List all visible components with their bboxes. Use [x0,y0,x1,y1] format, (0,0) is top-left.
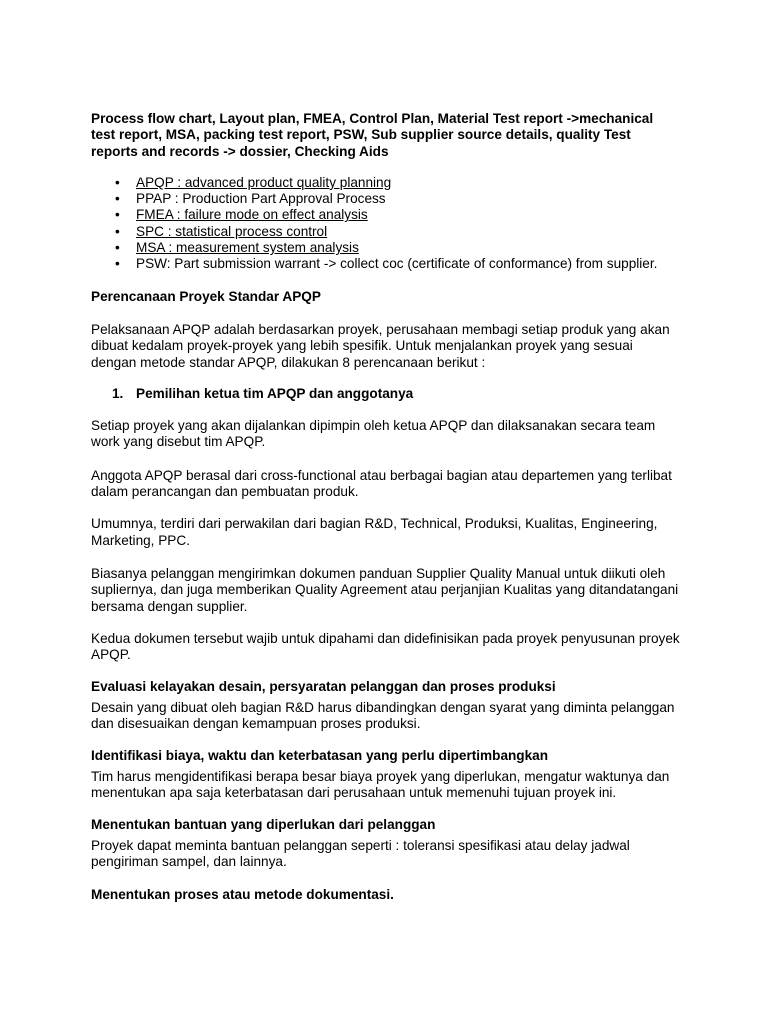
list-item-text: PPAP : Production Part Approval Process [136,191,386,207]
list-item [91,224,681,240]
list-item-text[interactable]: SPC : statistical process control [136,223,328,239]
subsection-title: Menentukan bantuan yang diperlukan dari pelanggan [91,817,436,833]
subsection-body: Desain yang dibuat oleh bagian R&D harus dibandingkan dengan syarat yang diminta pelanggan dan disesuaikan dengan kemampuan proses produksi. [91,699,675,732]
list-item-text[interactable]: MSA : measurement system analysis [136,240,359,256]
section-title: Perencanaan Proyek Standar APQP [91,288,321,304]
bullet-icon: • [115,174,120,190]
paragraph: Anggota APQP berasal dari cross-functional atau berbagai bagian atau departemen yang terlibat dalam perancangan dan pembuatan produk. [91,467,672,500]
paragraph: Kedua dokumen tersebut wajib untuk dipahami dan didefinisikan pada proyek penyusunan proyek APQP. [91,630,680,663]
list-item-text: PSW: Part submission warrant -> collect coc (certificate of conformance) from supplier. [136,256,658,272]
acronym-list [91,175,681,273]
step-number: 1. [112,385,124,401]
paragraph: Umumnya, terdiri dari perwakilan dari bagian R&D, Technical, Produksi, Kualitas, Engineering, Marketing, PPC. [91,516,658,548]
list-item [91,207,681,223]
list-item [91,175,681,191]
bullet-icon: • [115,256,120,272]
final-heading: Menentukan proses atau metode dokumentasi. [91,887,394,903]
document-page [91,111,681,903]
bullet-icon: • [115,223,120,239]
paragraph: Biasanya pelanggan mengirimkan dokumen panduan Supplier Quality Manual untuk diikuti oleh supliernya, dan juga memberikan Quality Agreement atau perjanjian Kualitas yang ditandatangani bersama dengan supplier. [91,565,679,614]
bullet-icon: • [115,191,120,207]
step-1-heading [91,386,681,402]
list-item-text[interactable]: APQP : advanced product quality planning [136,174,392,190]
list-item [91,191,681,207]
subsection-body: Proyek dapat meminta bantuan pelanggan seperti : toleransi spesifikasi atau delay jadwal pengiriman sampel, dan lainnya. [91,837,630,869]
bullet-icon: • [115,240,120,256]
subsection-body: Tim harus mengidentifikasi berapa besar biaya proyek yang diperlukan, mengatur waktunya dan menentukan apa saja keterbatasan dari perusahaan untuk memenuhi tujuan proyek ini. [91,768,670,800]
list-item [91,256,681,272]
section-intro: Pelaksanaan APQP adalah berdasarkan proyek, perusahaan membagi setiap produk yang akan dibuat kedalam proyek-proyek yang lebih spesifik. Untuk menjalankan proyek yang sesuai dengan metode standar APQP, dilakukan 8 perencanaan berikut : [91,321,670,370]
list-item [91,240,681,256]
subsection-title: Identifikasi biaya, waktu dan keterbatasan yang perlu dipertimbangkan [91,748,549,764]
bullet-icon: • [115,207,120,223]
intro-paragraph: Process flow chart, Layout plan, FMEA, Control Plan, Material Test report ->mechanical test report, MSA, packing test report, PSW, Sub supplier source details, quality Test reports and records -> dossier, Checking Aids [91,111,654,159]
paragraph: Setiap proyek yang akan dijalankan dipimpin oleh ketua APQP dan dilaksanakan secara team work yang disebut tim APQP. [91,418,656,450]
step-title: Pemilihan ketua tim APQP dan anggotanya [136,385,414,401]
list-item-text[interactable]: FMEA : failure mode on effect analysis [136,207,368,223]
subsection-title: Evaluasi kelayakan desain, persyaratan pelanggan dan proses produksi [91,679,556,695]
